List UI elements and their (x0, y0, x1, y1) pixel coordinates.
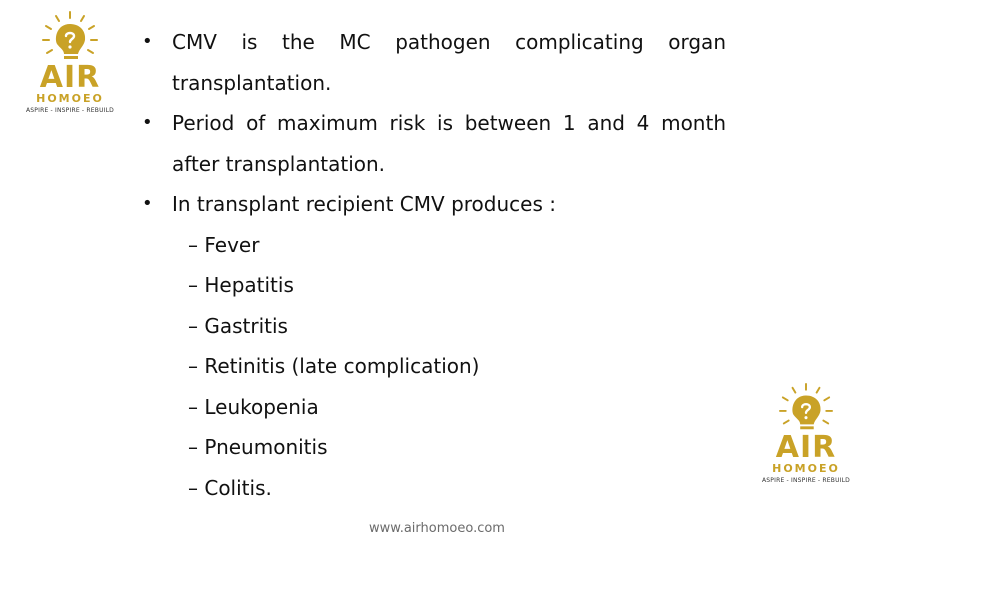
bullet-item (140, 103, 726, 184)
bullet-text: CMV is the MC pathogen complicating organ transplantation. (172, 30, 726, 95)
bullet-item (140, 184, 726, 225)
list-item: – Colitis. (188, 475, 272, 500)
lightbulb-head-icon (777, 382, 835, 436)
bullet-dot: • (142, 193, 153, 214)
bullet-dot: • (142, 31, 153, 52)
lightbulb-head-icon (40, 10, 100, 66)
bullet-item (140, 22, 726, 103)
logo-tagline: ASPIRE - INSPIRE - REBUILD (25, 107, 115, 114)
slide-content (140, 22, 726, 508)
bullet-text: In transplant recipient CMV produces : (172, 192, 556, 216)
brand-logo (22, 10, 118, 115)
footer-url: www.airhomoeo.com (369, 521, 505, 536)
list-item: – Leukopenia (188, 394, 319, 419)
brand-logo-watermark (760, 382, 852, 485)
logo-brand-text: AIR (775, 430, 837, 465)
logo-tagline: ASPIRE - INSPIRE - REBUILD (761, 477, 851, 484)
logo-name-text: HOMOEO (36, 92, 104, 105)
list-item: – Retinitis (late complication) (188, 354, 480, 378)
logo-name-text: HOMOEO (772, 462, 840, 475)
bullet-text: Period of maximum risk is between 1 and 4 month after transplantation. (172, 111, 726, 176)
sub-list (140, 225, 726, 509)
bullet-dot: • (142, 112, 153, 133)
logo-brand-text: AIR (39, 60, 101, 95)
list-item: – Pneumonitis (188, 435, 328, 459)
list-item: – Gastritis (188, 313, 288, 338)
list-item: – Fever (188, 232, 260, 257)
list-item: – Hepatitis (188, 273, 294, 297)
